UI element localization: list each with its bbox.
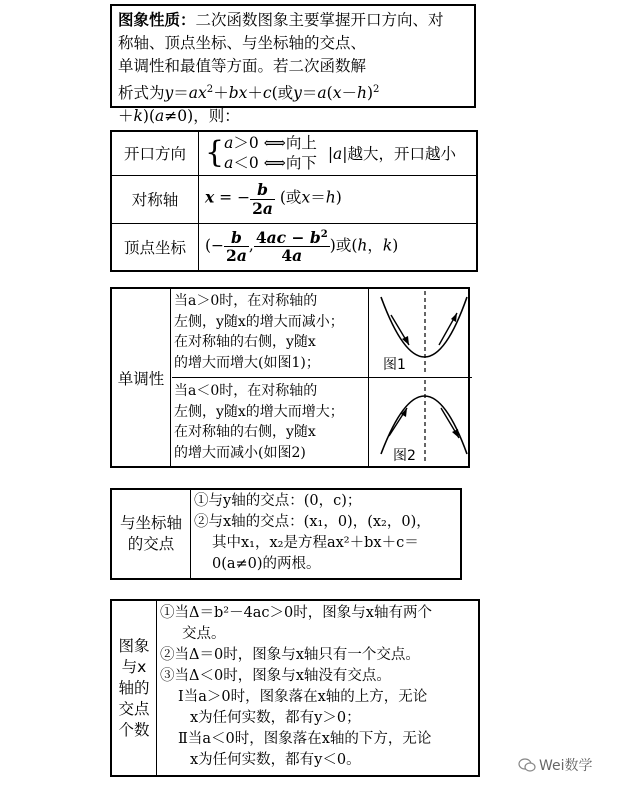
parabola-up-graph — [369, 289, 469, 377]
watermark-text: Wei数学 — [539, 758, 593, 774]
axes-content — [194, 491, 462, 575]
vertex-formula: (− $\frac{b}{2a}$ , $\frac{4ac - b^2}{4a}$ )或(h，k) — [199, 223, 478, 271]
xint-content — [160, 603, 480, 771]
axes-item: 其中x₁，x₂是方程ax²＋bx＋c＝ — [212, 535, 419, 551]
xint-label-line: 与x — [121, 657, 147, 676]
properties-label: 图象性质： — [118, 11, 196, 29]
xint-line: Ⅱ当a＜0时，图象落在x轴的下方，无论 — [178, 731, 432, 747]
case1-line: 左侧，y随x的增大而减小； — [174, 313, 344, 330]
figure-1 — [368, 289, 469, 377]
axis-alt: (或 — [279, 189, 302, 207]
vertex-label: 顶点坐标 — [111, 223, 199, 271]
mono-label: 单调性 — [112, 289, 171, 466]
formula-general: y — [164, 84, 174, 103]
case1-line: 当a＞0时，在对称轴的 — [174, 293, 318, 309]
x-intersections-box — [110, 599, 480, 777]
xint-label-line: 轴的 — [118, 678, 150, 697]
properties-line3: 单调性和最值等方面。若二次函数解 — [118, 57, 367, 75]
properties-line1: 二次函数图象主要掌握开口方向、对 — [195, 11, 444, 29]
case2-line: 当a＜0时，在对称轴的 — [174, 383, 318, 399]
xint-line: x为任何实数，都有y＞0； — [190, 710, 361, 726]
wechat-icon — [518, 757, 536, 773]
axes-item: 0(a≠0)的两根。 — [212, 556, 321, 572]
axes-label-line2: 的交点 — [127, 535, 175, 553]
xint-line: Ⅰ当a＞0时，图象落在x轴的上方，无论 — [178, 689, 428, 705]
axes-label — [112, 490, 191, 578]
open-down-text: 向下 — [285, 154, 317, 173]
axis-label: 对称轴 — [111, 175, 199, 223]
fig1-caption: 图1 — [383, 357, 406, 373]
vertex-alt: 或 — [335, 236, 352, 255]
case2-line: 在对称轴的右侧，y随x — [174, 424, 316, 440]
xint-label-line: 图象 — [118, 636, 150, 655]
formula-vertex: y — [293, 84, 302, 103]
xint-line: ③当Δ＜0时，图象与x轴没有交点。 — [160, 668, 391, 684]
mono-row-1 — [172, 289, 472, 378]
open-direction-label: 开口方向 — [111, 131, 199, 175]
properties-line5-tail: ，则： — [193, 107, 240, 126]
open-note: 越大，开口越小 — [347, 145, 457, 164]
case1-line: 在对称轴的右侧，y随x — [174, 334, 316, 350]
basic-table — [110, 130, 478, 272]
case2-line: 左侧，y随x的增大而增大； — [174, 403, 344, 420]
axes-item: ②与x轴的交点：(x₁，0)，(x₂，0)， — [194, 514, 431, 530]
watermark — [518, 755, 593, 775]
case2-line: 的增大而减小(如图2) — [174, 444, 306, 461]
xint-line: x为任何实数，都有y＜0。 — [190, 752, 361, 768]
axes-label-line1: 与坐标轴 — [119, 514, 182, 532]
fig2-caption: 图2 — [393, 448, 416, 464]
parabola-down-graph — [369, 378, 469, 466]
xint-label — [112, 601, 157, 775]
xint-label-line: 交点 — [118, 699, 150, 718]
xint-line: ①当Δ＝b²－4ac＞0时，图象与x轴有两个 — [160, 605, 432, 621]
properties-line4-pre: 析式为 — [118, 84, 165, 103]
axis-formula: x = − $\frac{b}{2a}$ (或x＝h) — [199, 175, 478, 223]
axes-box — [110, 488, 462, 580]
properties-line4-tail: (或 — [271, 84, 294, 103]
properties-box: 图象性质：二次函数图象主要掌握开口方向、对 称轴、顶点坐标、与坐标轴的交点、 单调性和最值等方面。若二次函数解 析式为$y=ax^2+bx+c$(或$y=a(x-h)^2$ ＋k)(a≠0)，则： — [110, 4, 476, 108]
mono-row-2 — [172, 378, 472, 466]
xint-line: 交点。 — [182, 626, 226, 642]
case1-line: 的增大而增大(如图1)； — [174, 354, 320, 371]
properties-line2: 称轴、顶点坐标、与坐标轴的交点、 — [118, 34, 367, 52]
open-up-text: 向上 — [285, 134, 317, 153]
xint-label-line: 个数 — [118, 720, 150, 739]
open-direction-cell: { a＞0 ⟺向上 a＜0 ⟺向下 |a|越大，开口越小 — [199, 131, 478, 175]
axes-item: ①与y轴的交点：(0，c)； — [194, 493, 362, 509]
monotonicity-box — [110, 287, 470, 468]
xint-line: ②当Δ＝0时，图象与x轴只有一个交点。 — [160, 647, 420, 663]
figure-2 — [368, 378, 469, 466]
